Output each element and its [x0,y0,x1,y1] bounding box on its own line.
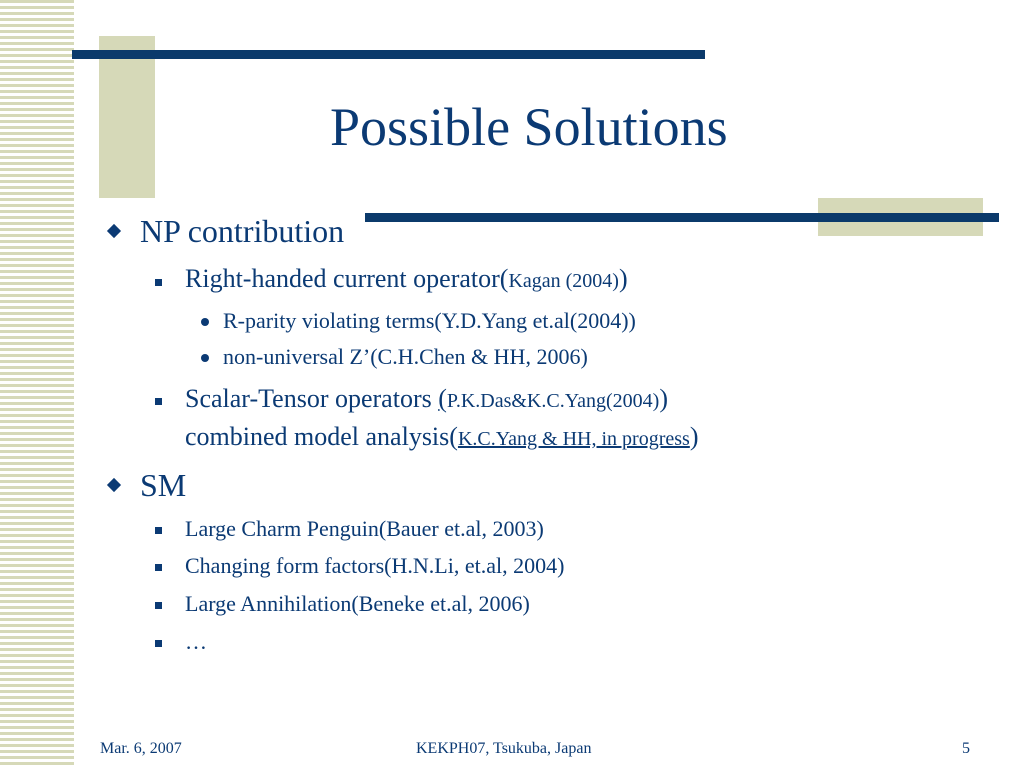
sm-item-ellipsis: … [185,629,207,654]
square-bullet-icon [155,640,162,647]
top-rule [72,50,705,59]
rh-current-close: ) [618,264,628,293]
combined-text: combined model analysis( [185,422,458,451]
combined-item [185,424,698,450]
scalar-tensor-close: ) [659,384,669,413]
dot-bullet-icon [201,354,209,362]
diamond-bullet-icon [107,478,121,492]
scalar-tensor-ref: P.K.Das&K.C.Yang(2004) [446,390,660,412]
sm-item-charm-penguin: Large Charm Penguin(Bauer et.al, 2003) [185,516,544,541]
slide-title: Possible Solutions [330,97,728,157]
rh-current-item [185,266,628,292]
square-bullet-icon [155,564,162,571]
title-underline-rule [365,213,999,222]
square-bullet-icon [155,279,162,286]
sm-item-annihilation: Large Annihilation(Beneke et.al, 2006) [185,591,530,616]
striped-sidebar [0,0,74,768]
footer-date: Mar. 6, 2007 [100,740,182,757]
rh-current-ref: Kagan (2004) [508,270,619,292]
square-bullet-icon [155,527,162,534]
zprime-item: non-universal Z’(C.H.Chen & HH, 2006) [223,344,588,369]
np-heading: NP contribution [140,213,345,249]
square-bullet-icon [155,602,162,609]
scalar-tensor-text: Scalar-Tensor operators [185,384,439,413]
square-bullet-icon [155,398,162,405]
combined-close: ) [689,422,699,451]
sm-heading: SM [140,467,187,503]
footer-page-number: 5 [962,740,970,757]
scalar-tensor-paren: ( [438,384,447,413]
combined-ref-link[interactable]: K.C.Yang & HH, in progress [457,428,690,450]
scalar-tensor-item [185,386,668,412]
rparity-item: R-parity violating terms(Y.D.Yang et.al(2004)) [223,308,636,333]
title-accent-block [99,36,155,198]
dot-bullet-icon [201,318,209,326]
sm-item-form-factors: Changing form factors(H.N.Li, et.al, 2004) [185,553,565,578]
rh-current-text: Right-handed current operator( [185,264,509,293]
diamond-bullet-icon [107,224,121,238]
footer-conference: KEKPH07, Tsukuba, Japan [416,740,592,757]
